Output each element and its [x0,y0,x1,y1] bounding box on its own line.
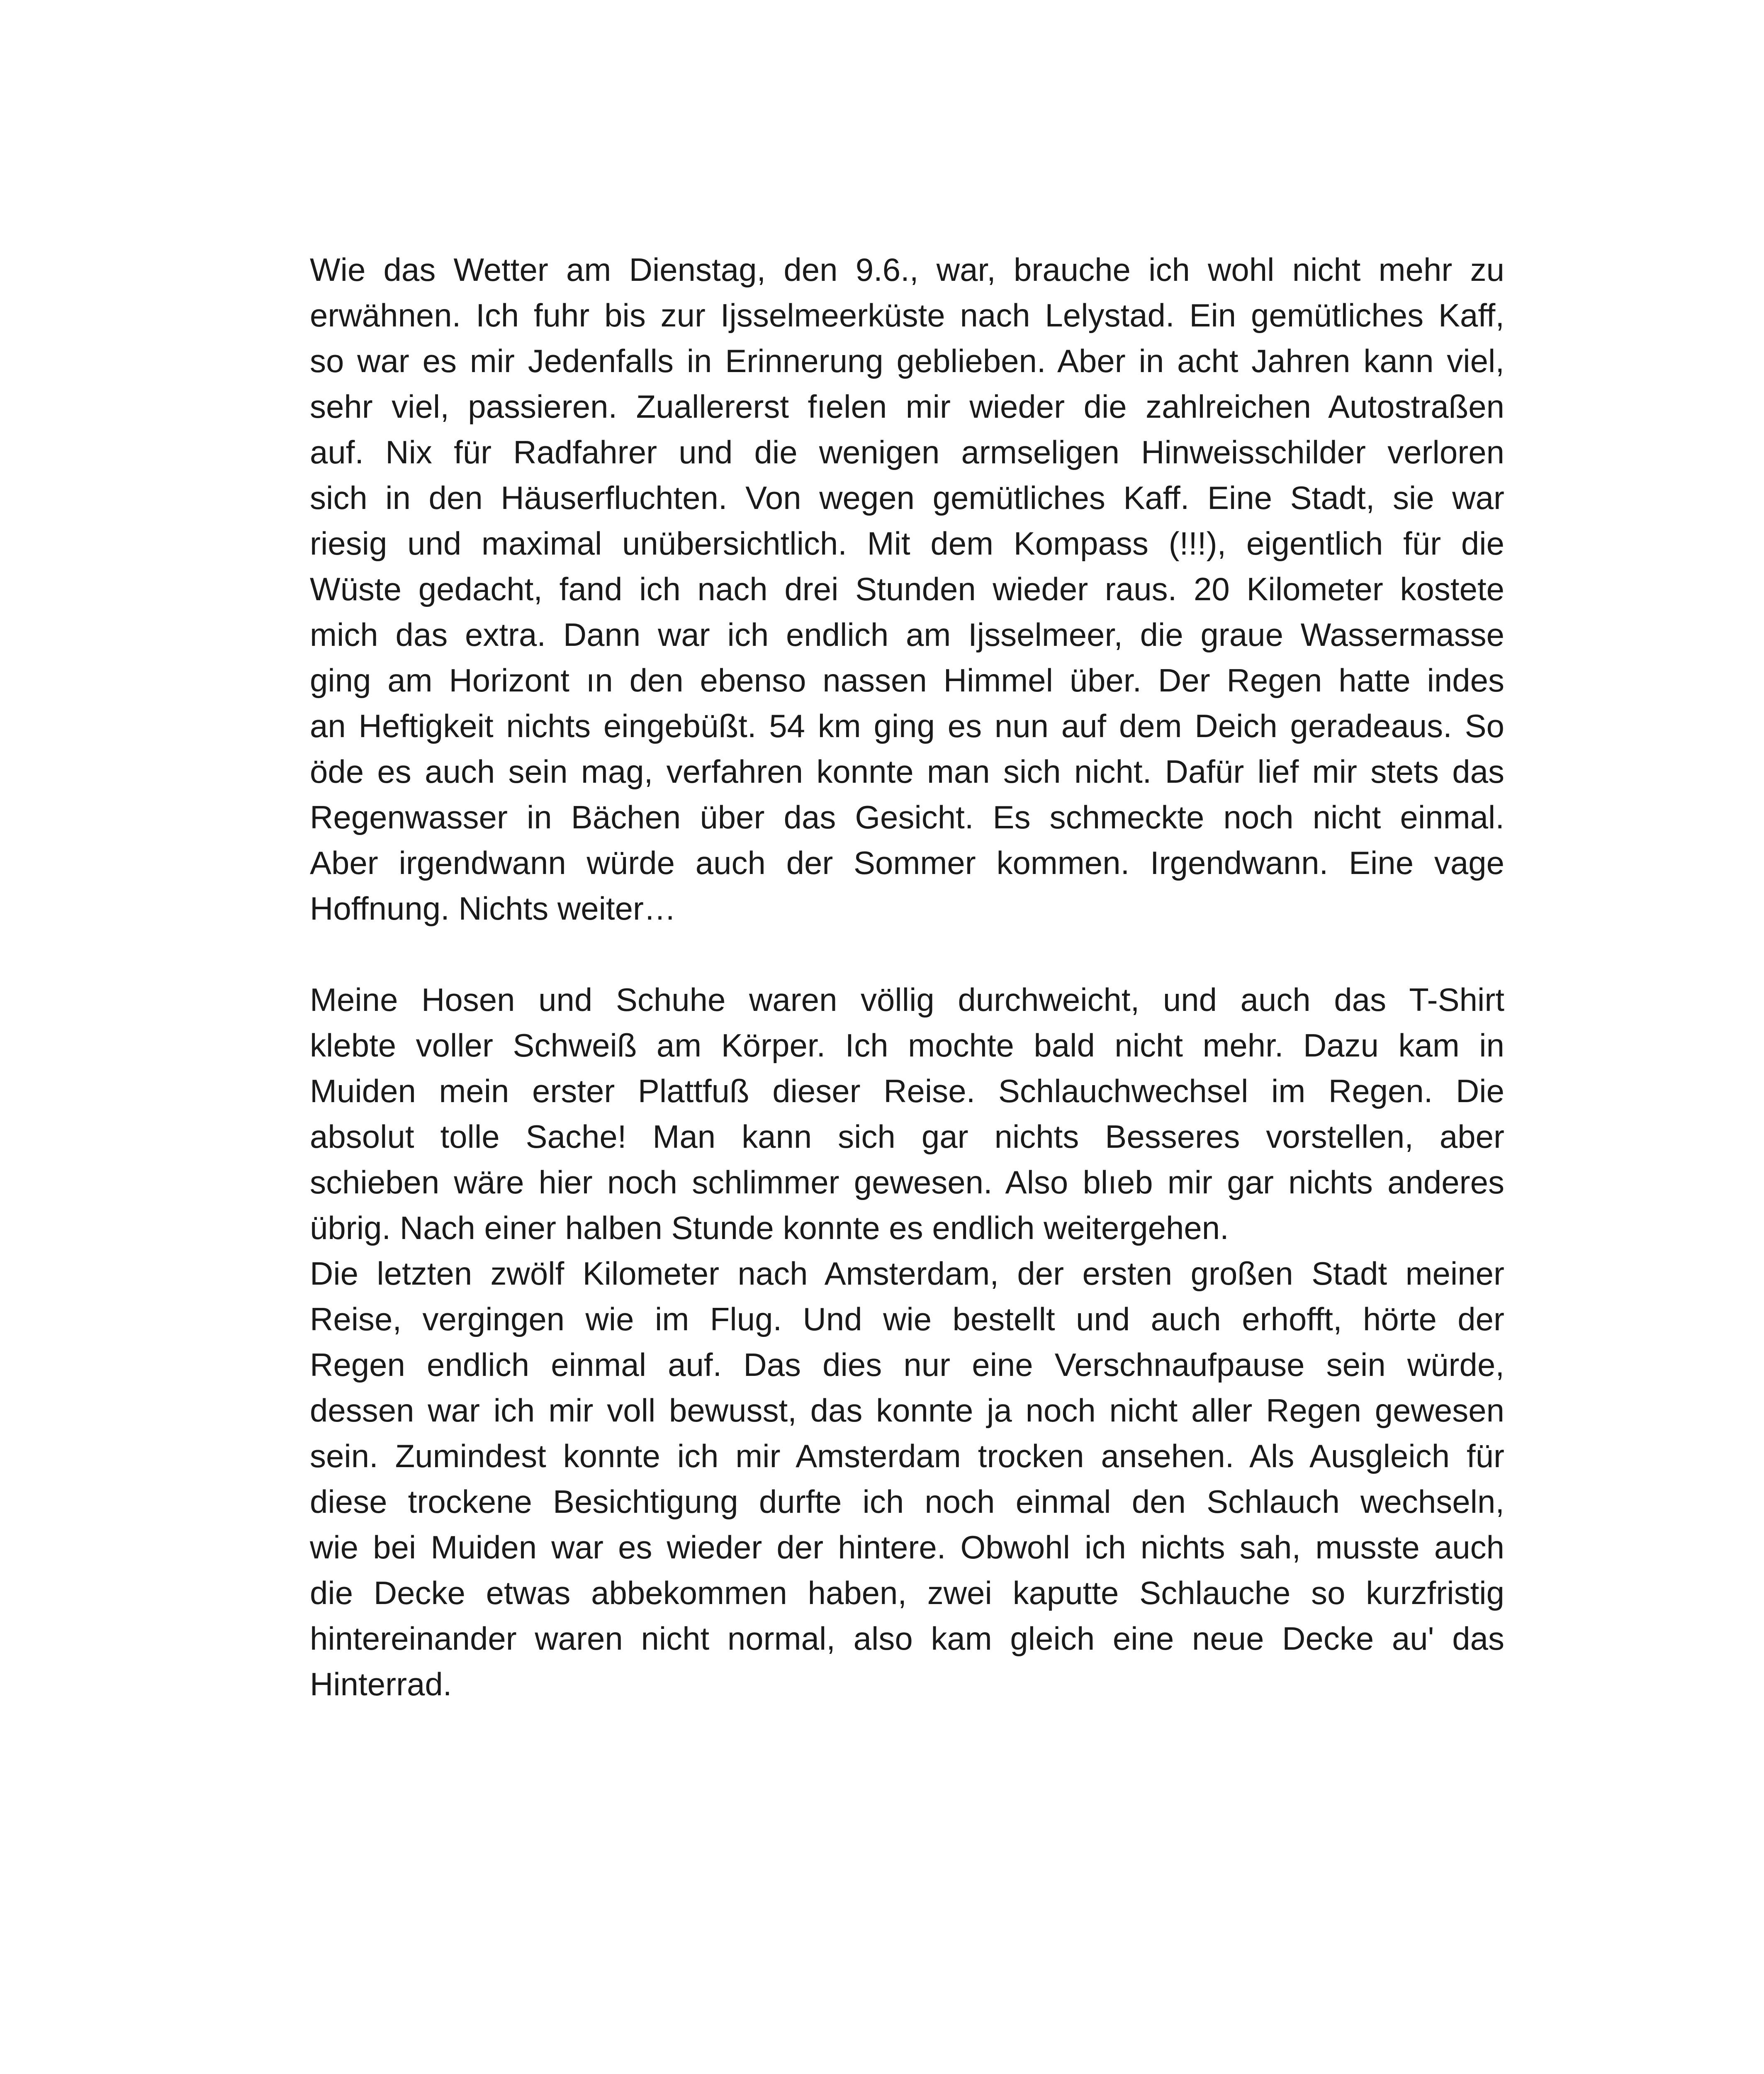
text-line: übrig. Nach einer halben Stunde konnte es endlich weitergehen. [310,1210,1229,1246]
text-line: ging am Horizont ın den ebenso nassen Himmel über. Der Regen hatte indes [310,662,1504,699]
text-line: riesig und maximal unübersichtlich. Mit dem Kompass (!!!), eigentlich für die [310,525,1504,562]
paragraph-2 [310,977,1504,1251]
text-line: Wie das Wetter am Dienstag, den 9.6., war, brauche ich wohl nicht mehr zu [310,251,1504,288]
text-line: erwähnen. Ich fuhr bis zur Ijsselmeerküste nach Lelystad. Ein gemütliches Kaff, [310,297,1504,333]
text-line: klebte voller Schweiß am Körper. Ich mochte bald nicht mehr. Dazu kam in [310,1027,1504,1064]
text-line: Regenwasser in Bächen über das Gesicht. Es schmeckte noch nicht einmal. [310,799,1504,835]
body-text [310,247,1504,1707]
text-line: Hinterrad. [310,1666,452,1702]
text-line: an Heftigkeit nichts eingebüßt. 54 km ging es nun auf dem Deich geradeaus. So [310,708,1504,744]
text-line: dessen war ich mir voll bewusst, das konnte ja noch nicht aller Regen gewesen [310,1392,1504,1429]
text-line: Muiden mein erster Plattfuß dieser Reise. Schlauchwechsel im Regen. Die [310,1073,1504,1109]
text-line: so war es mir Jedenfalls in Erinnerung geblieben. Aber in acht Jahren kann viel, [310,343,1504,379]
paragraph-spacer [310,931,1504,977]
text-line: Hoffnung. Nichts weiter… [310,890,676,927]
paragraph-3 [310,1251,1504,1707]
text-line: sehr viel, passieren. Zuallererst fıelen mir wieder die zahlreichen Autostraßen [310,388,1504,425]
text-line: auf. Nix für Radfahrer und die wenigen armseligen Hinweisschilder verloren [310,434,1504,470]
text-line: diese trockene Besichtigung durfte ich noch einmal den Schlauch wechseln, [310,1483,1504,1520]
text-line: Aber irgendwann würde auch der Sommer kommen. Irgendwann. Eine vage [310,845,1504,881]
text-line: mich das extra. Dann war ich endlich am Ijsselmeer, die graue Wassermasse [310,616,1504,653]
text-line: Regen endlich einmal auf. Das dies nur eine Verschnaufpause sein würde, [310,1346,1504,1383]
text-line: Wüste gedacht, fand ich nach drei Stunden wieder raus. 20 Kilometer kostete [310,571,1504,607]
text-line: absolut tolle Sache! Man kann sich gar nichts Besseres vorstellen, aber [310,1118,1504,1155]
text-line: Reise, vergingen wie im Flug. Und wie bestellt und auch erhofft, hörte der [310,1301,1504,1337]
text-line: wie bei Muiden war es wieder der hintere. Obwohl ich nichts sah, musste auch [310,1529,1504,1565]
text-line: sich in den Häuserfluchten. Von wegen gemütliches Kaff. Eine Stadt, sie war [310,480,1504,516]
text-line: hintereinander waren nicht normal, also kam gleich eine neue Decke au' das [310,1620,1504,1657]
text-line: Die letzten zwölf Kilometer nach Amsterdam, der ersten großen Stadt meiner [310,1255,1504,1292]
text-line: schieben wäre hier noch schlimmer gewesen. Also blıeb mir gar nichts anderes [310,1164,1504,1200]
text-line: öde es auch sein mag, verfahren konnte man sich nicht. Dafür lief mir stets das [310,753,1504,790]
text-line: sein. Zumindest konnte ich mir Amsterdam trocken ansehen. Als Ausgleich für [310,1438,1504,1474]
text-line: Meine Hosen und Schuhe waren völlig durchweicht, und auch das T-Shirt [310,981,1504,1018]
text-line: die Decke etwas abbekommen haben, zwei kaputte Schlauche so kurzfristig [310,1575,1504,1611]
paragraph-1 [310,247,1504,931]
